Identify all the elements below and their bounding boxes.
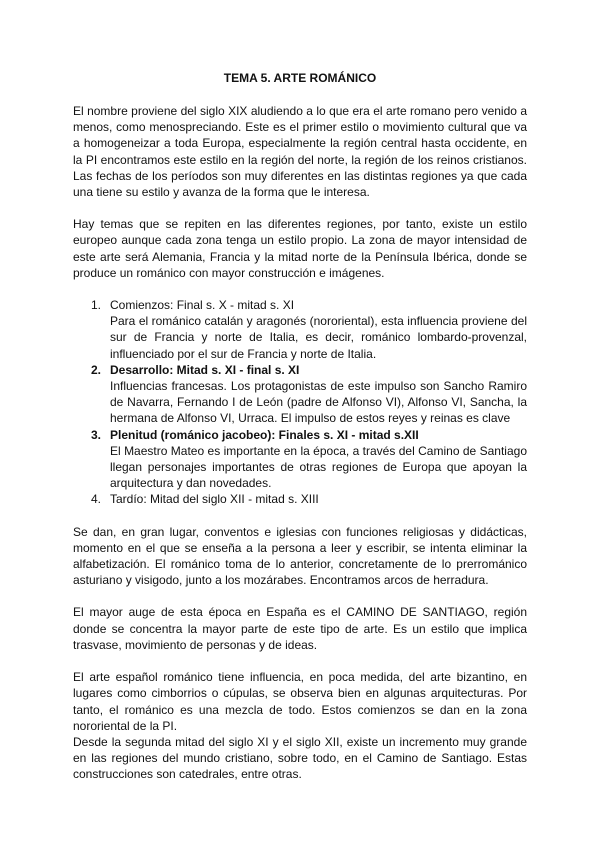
list-item-number: 2. (91, 362, 102, 377)
document-title: TEMA 5. ARTE ROMÁNICO (223, 71, 377, 85)
list-item-number: 4. (91, 492, 102, 507)
list-item-title: Comienzos: Final s. X - mitad s. XI (110, 298, 295, 313)
list-item (73, 297, 527, 362)
list-item (73, 427, 527, 492)
list-item-number: 3. (91, 427, 102, 442)
list-item (73, 362, 527, 427)
intro-paragraph-2: Hay temas que se repiten en las diferentes regiones, por tanto, existe un estilo europeo aunque cada zona tenga un estilo propio. La zona de mayor intensidad de este arte será Alemania, Francia y la mitad norte de la Península Ibérica, donde se produce un románico con mayor construcción e imágenes. (73, 217, 527, 280)
list-item-title: Desarrollo: Mitad s. XI - final s. XI (110, 362, 300, 377)
body-paragraph-4: Desde la segunda mitad del siglo XI y el siglo XII, existe un incremento muy grande en las regiones del mundo cristiano, sobre todo, en el Camino de Santiago. Estas construcciones son catedrales, entre otras. (73, 734, 527, 782)
body-paragraph-1: Se dan, en gran lugar, conventos e iglesias con funciones religiosas y didácticas, momento en el que se enseña a la persona a leer y escribir, se intenta eliminar la alfabetización. El románico toma de lo anterior, concretamente de lo prerrománico asturiano y visigodo, junto a los mozárabes. Encontramos arcos de herradura. (73, 524, 527, 588)
list-item-text: Influencias francesas. Los protagonistas de este impulso son Sancho Ramiro de Navarra, Fernando I de León (padre de Alfonso VI), Alfonso VI, Sancha, la hermana de Alfonso VI, Urraca. El impulso de estos reyes y reinas es clave (110, 379, 527, 426)
list-item (73, 491, 527, 507)
list-item-title: Tardío: Mitad del siglo XII - mitad s. XIII (110, 492, 319, 507)
list-item-text: Para el románico catalán y aragonés (nororiental), esta influencia proviene del sur de Francia y norte de Italia, es decir, románico lombardo-provenzal, influenciado por el sur de Francia y norte de Italia. (110, 314, 527, 361)
period-list (73, 297, 527, 508)
body-paragraph-3: El arte español románico tiene influencia, en poca medida, del arte bizantino, en lugares como cimborrios o cúpulas, se observa bien en algunas arquitecturas. Por tanto, el románico es una mezcla de todo. Estos comienzos se dan en la zona nororiental de la PI. (73, 670, 527, 733)
list-item-number: 1. (91, 298, 102, 313)
list-item-text: El Maestro Mateo es importante en la época, a través del Camino de Santiago llegan personajes importantes de otras regiones de Europa que apoyan la arquitectura y dan novedades. (110, 443, 527, 491)
list-item-title: Plenitud (románico jacobeo): Finales s. XI - mitad s.XII (110, 427, 419, 442)
intro-paragraph-1: El nombre proviene del siglo XIX aludiendo a lo que era el arte romano pero venido a menos, como menospreciando. Este es el primer estilo o movimiento cultural que va a homogeneizar a toda Europa, especialmente la región central hasta occidente, en la PI encontramos este estilo en la región del norte, la región de los reinos cristianos. Las fechas de los períodos son muy diferentes en las distintas regiones ya que cada una tiene su estilo y avanza de la forma que le interesa. (73, 104, 527, 200)
body-paragraph-2: El mayor auge de esta época en España es el CAMINO DE SANTIAGO, región donde se concentra la mayor parte de este tipo de arte. Es un estilo que implica trasvase, movimiento de personas y de ideas. (73, 605, 527, 652)
